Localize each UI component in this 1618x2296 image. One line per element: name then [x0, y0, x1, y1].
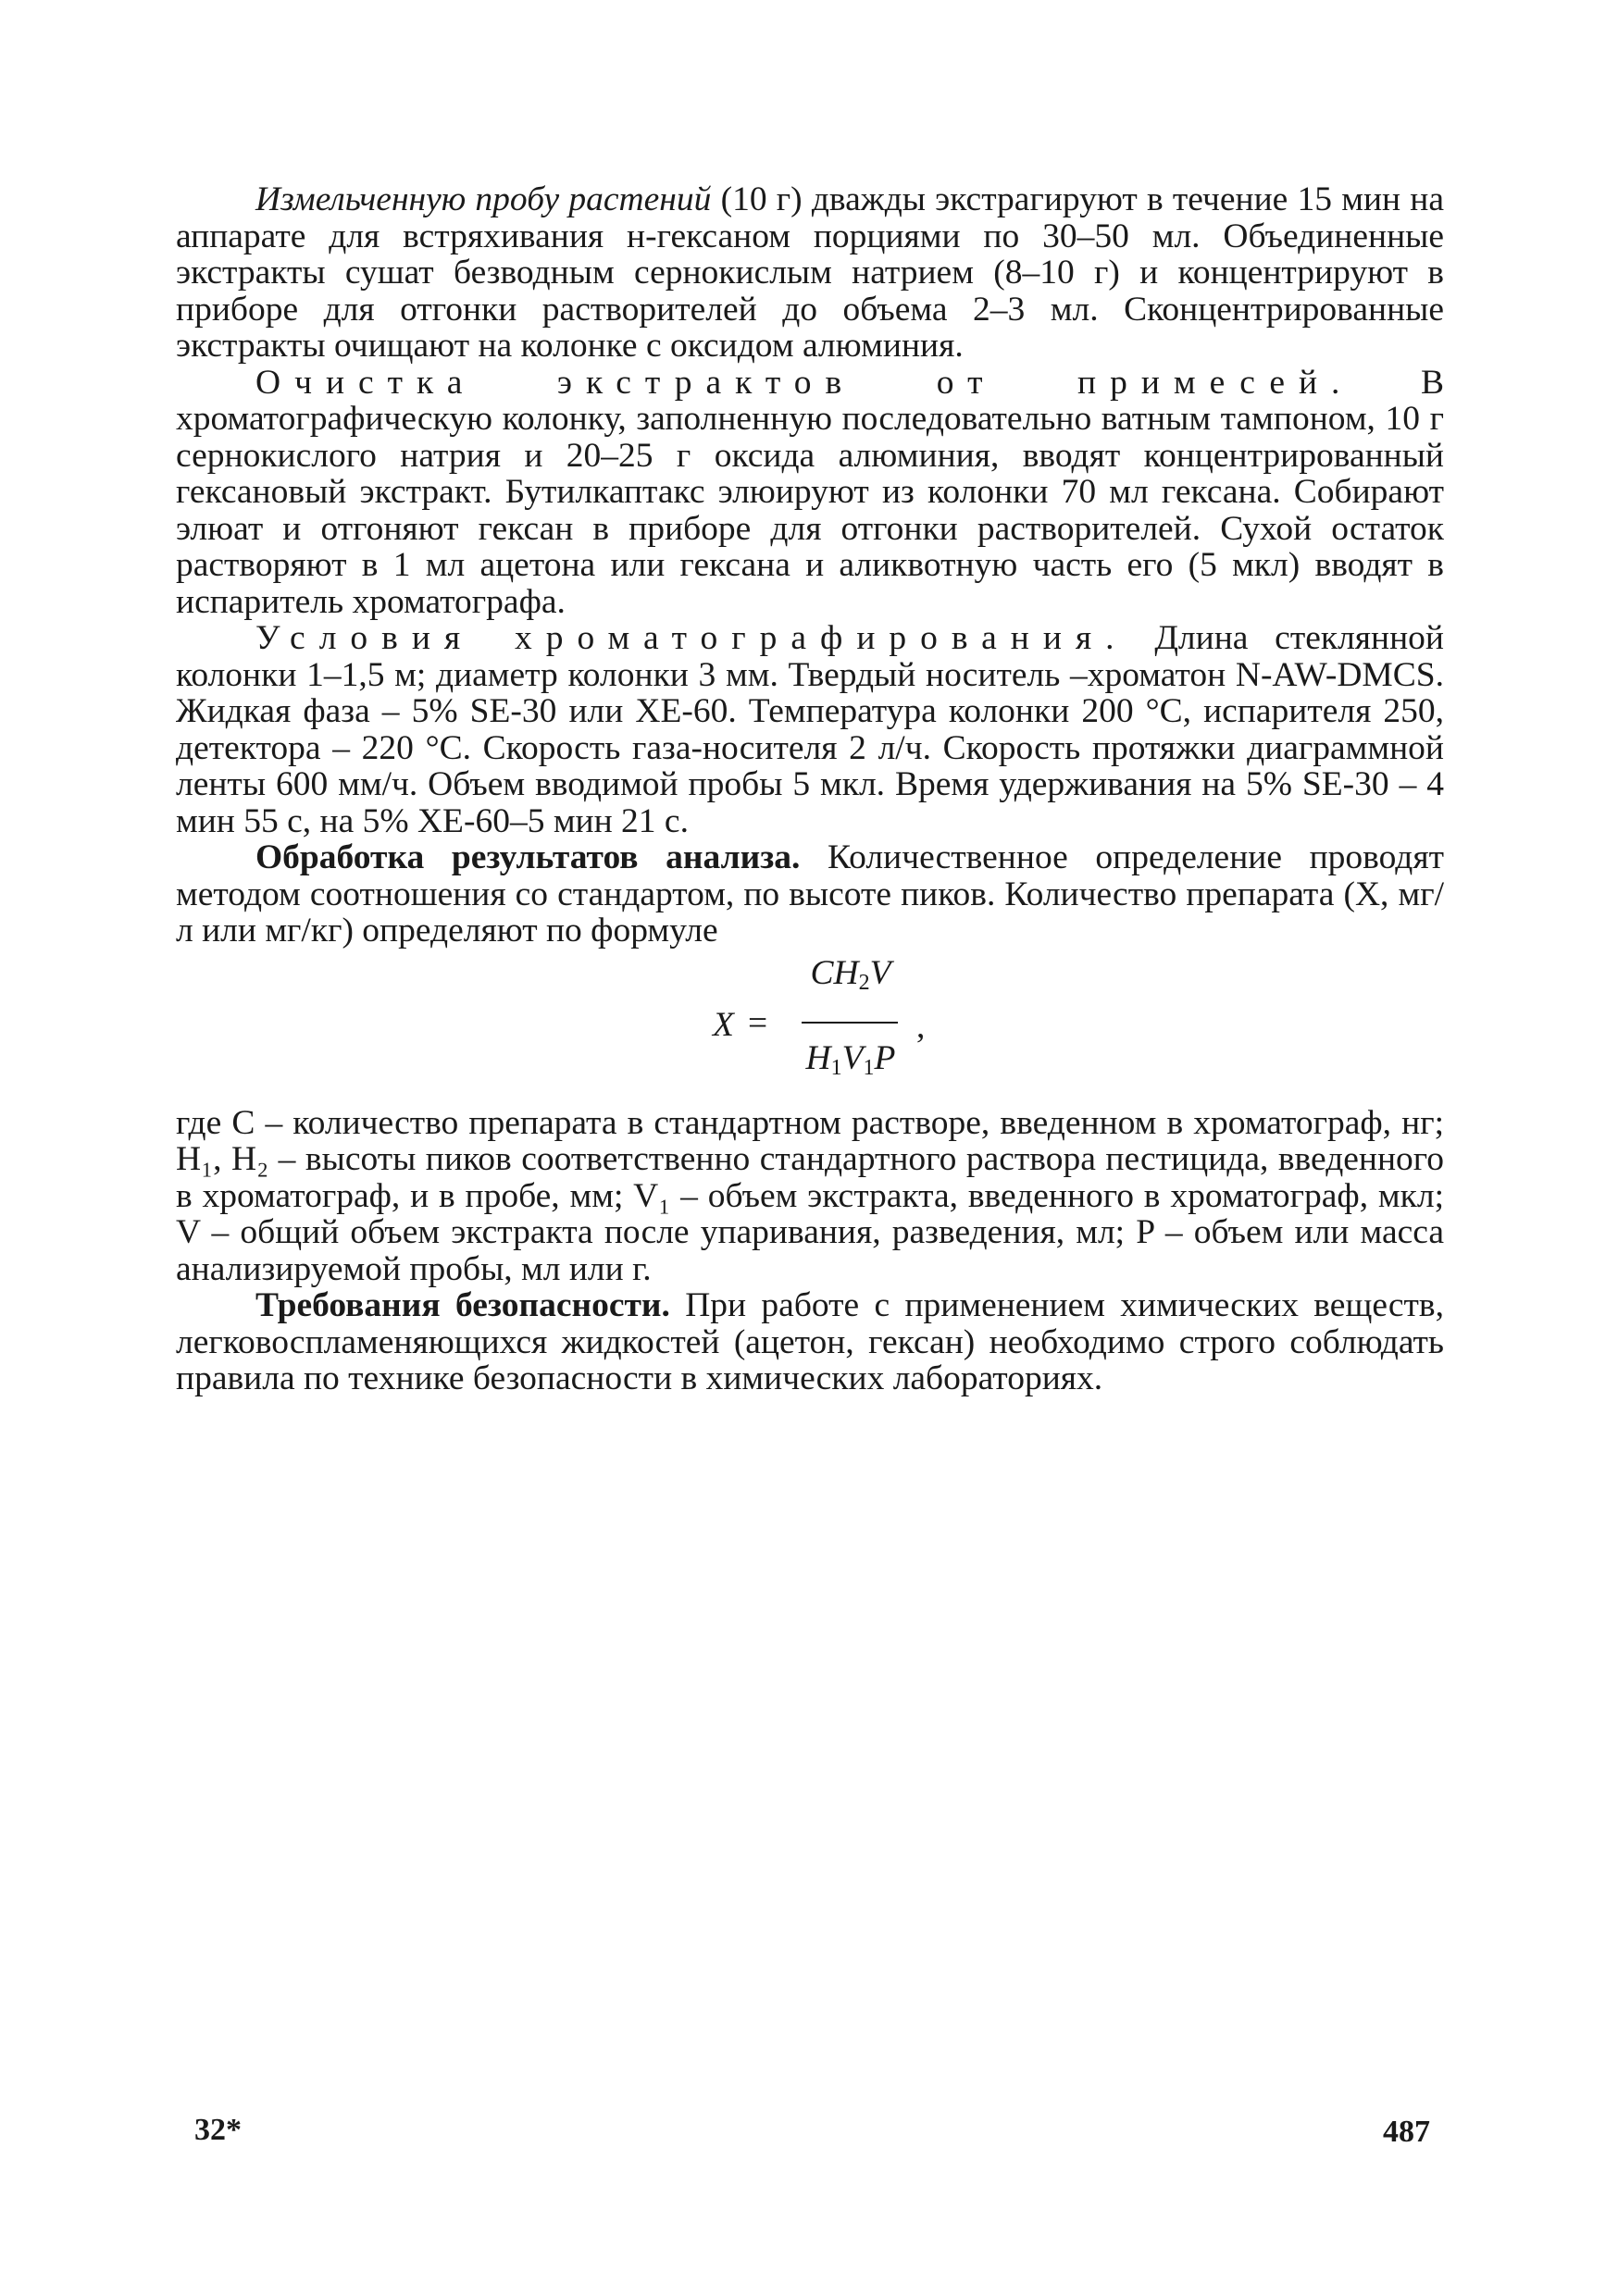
- paragraph-text: При работе с применением химических веществ, легковоспламеняющихся жидкостей (ацетон, гексан) необходимо строго соблюдать правила по технике безопасности в химических лабораториях.: [176, 1286, 1445, 1397]
- paragraph-conditions: [176, 620, 1444, 839]
- formula-lhs: X: [713, 1005, 734, 1044]
- formula-numerator: $CH_2V$: [810, 953, 891, 995]
- formula-denominator: $H_1V_1P$: [805, 1038, 896, 1080]
- paragraph-text: В хроматографическую колонку, заполненную последовательно ватным тампоном, 10 г сернокислого натрия и 20–25 г оксида алюминия, вводят концентрированный гексановый экстракт. Бутилкаптакс элюируют из колонки 70 мл гексана. Собирают элюат и отгоняют гексан в приборе для отгонки растворителей. Сухой остаток растворяют в 1 мл ацетона или гексана и аликвотную часть его (5 мкл) вводят в испаритель хроматографа.: [176, 363, 1444, 621]
- paragraph-safety: [176, 1287, 1444, 1397]
- paragraph-lead: Измельченную пробу растений: [255, 180, 712, 218]
- page-number: 487: [1383, 2115, 1430, 2149]
- formula-comma: ,: [916, 1007, 926, 1046]
- paragraph-text: (10 г) дважды экстрагируют в течение 15 мин на аппарате для встряхивания н-гексаном порциями по 30–50 мл. Объединенные экстракты сушат безводным сернокислым натрием (8–10 г) и концентрируют в приборе для отгонки растворителей до объема 2–3 мл. Сконцентрированные экстракты очищают на колонке с оксидом алюминия.: [176, 180, 1444, 365]
- paragraph-sample-prep: [176, 181, 1444, 365]
- paragraph-where: [176, 1105, 1444, 1288]
- section-heading-conditions: Условия хроматографирования.: [255, 619, 1128, 657]
- fraction-bar: [802, 1022, 898, 1024]
- section-heading-cleanup: Очистка экстрактов от примесей.: [255, 363, 1354, 402]
- signature-mark: 32*: [194, 2113, 242, 2147]
- paragraph-results: [176, 839, 1444, 949]
- paragraph-cleanup: [176, 365, 1444, 621]
- paragraph-text: Количественное определение проводят методом соотношения со стандартом, по высоте пиков. Количество препарата (X, мг/л или мг/кг) определяют по формуле: [176, 838, 1444, 949]
- formula-equals: =: [748, 1003, 768, 1042]
- formula: [176, 955, 1444, 1098]
- page-body: [176, 181, 1444, 1397]
- paragraph-text: где C – количество препарата в стандартном растворе, введенном в хроматограф, нг; H₁, H₂ – высоты пиков соответственно стандартного раствора пестицида, введенного в хроматограф, и в пробе, мм; V₁ – объем экстракта, введенного в хроматограф, мкл; V – общий объем экстракта после упаривания, разведения, мл; P – объем или масса анализируемой пробы, мл или г.: [176, 1103, 1444, 1288]
- section-heading-results: Обработка результатов анализа.: [255, 838, 801, 876]
- section-heading-safety: Требования безопасности.: [255, 1286, 670, 1324]
- paragraph-text: Длина стеклянной колонки 1–1,5 м; диаметр колонки 3 мм. Твердый носитель –хроматон N-AW-DMCS. Жидкая фаза – 5% SE-30 или XE-60. Температура колонки 200 °С, испарителя 250, детектора – 220 °С. Скорость газа-носителя 2 л/ч. Скорость протяжки диаграммной ленты 600 мм/ч. Объем вводимой пробы 5 мкл. Время удерживания на 5% SE-30 – 4 мин 55 с, на 5% XE-60–5 мин 21 с.: [176, 619, 1444, 840]
